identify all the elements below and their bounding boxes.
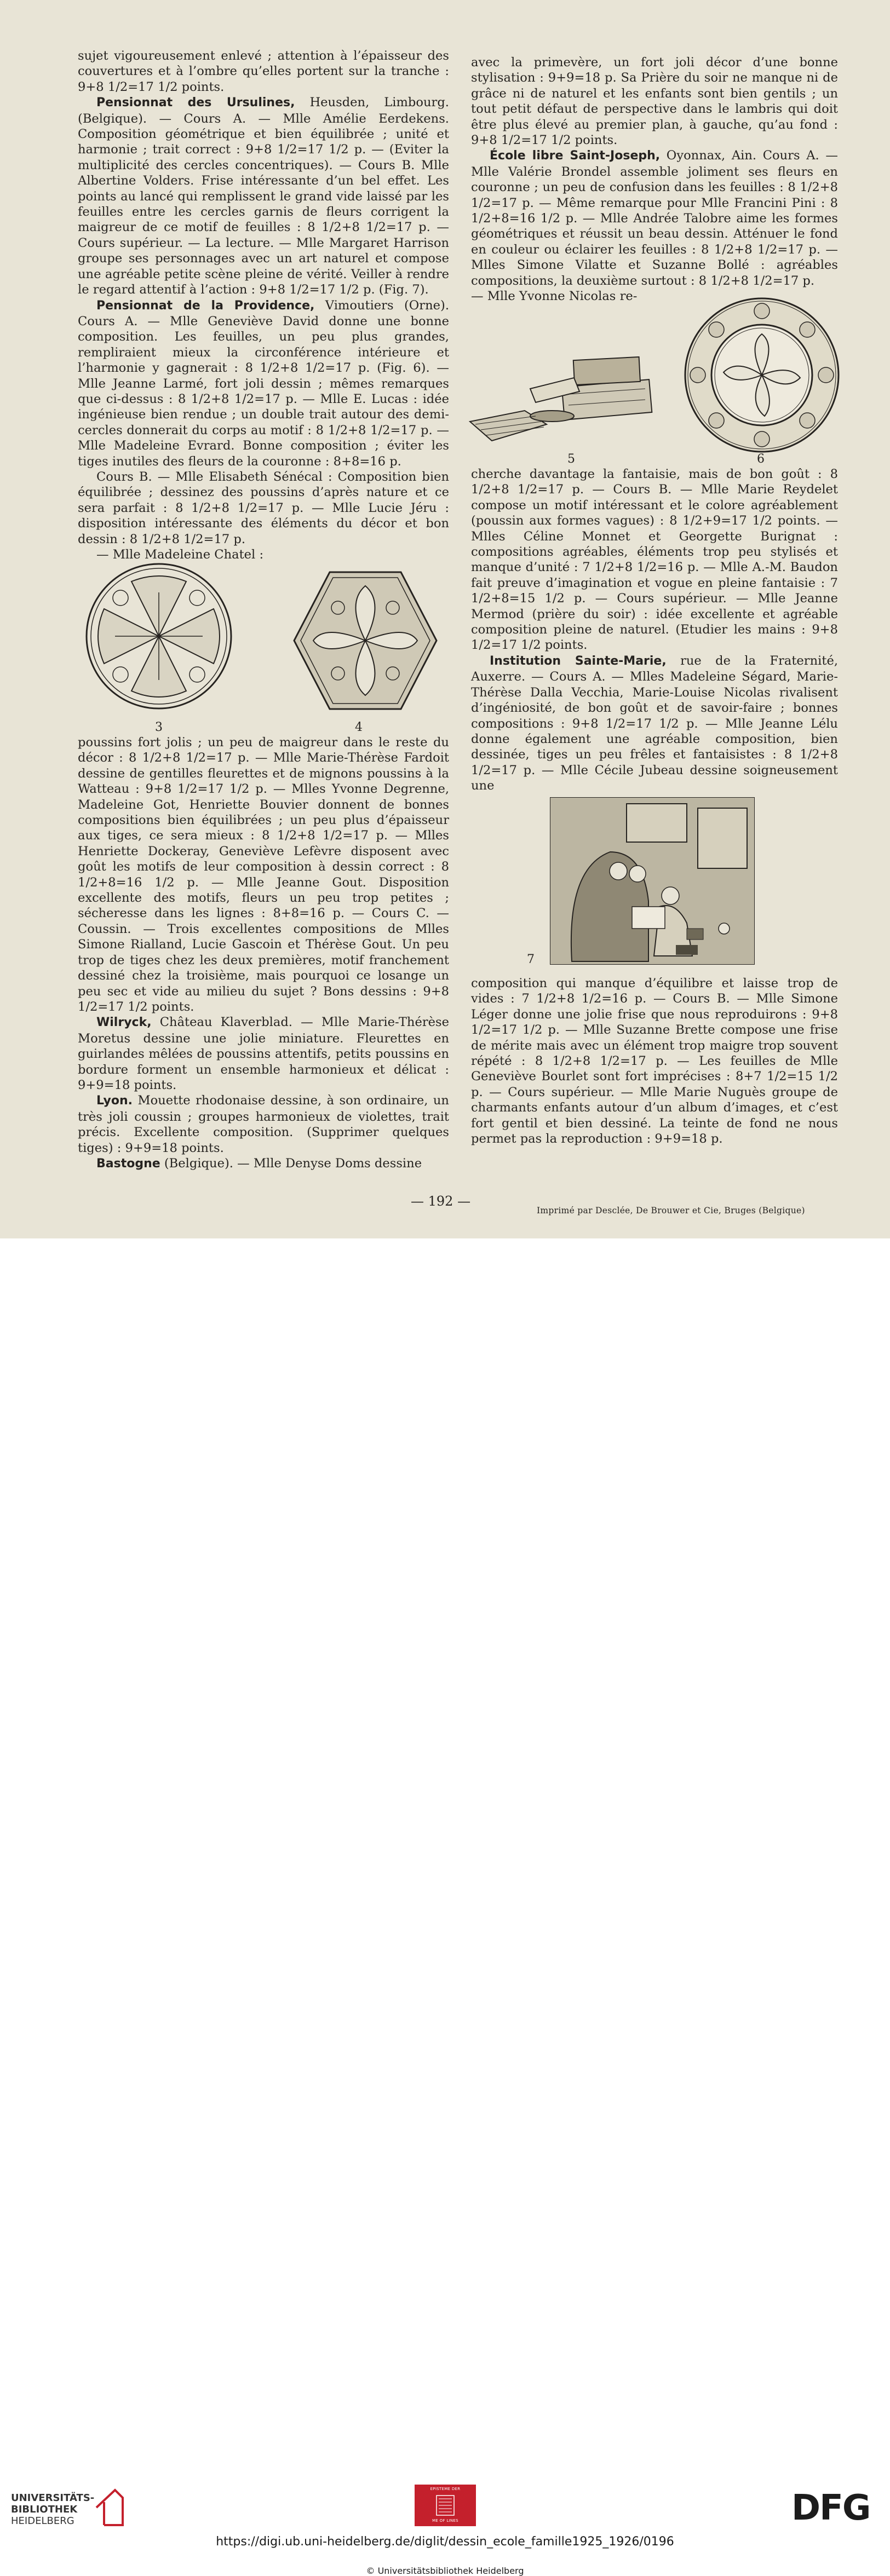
institution-name: École libre Saint-Joseph, (490, 149, 661, 163)
left-column (78, 48, 449, 562)
paragraph (78, 48, 449, 95)
figure-7-caption: 7 (527, 953, 535, 966)
episteme-logo-top: EPISTEME DER (430, 2487, 461, 2491)
right-text-top (471, 55, 838, 304)
institution-name: Bastogne (96, 1156, 160, 1171)
library-name-line3: HEIDELBERG (11, 2515, 74, 2527)
paragraph-text: Vimoutiers (Orne). Cours A. — Mlle Geneviève David donne une bonne composition. Les feuilles, un peu plus grandes, rempliraient mieux la circonférence intérieure et l’harmonie y gagnerait : 8 1/2+8 1/2=17 p. (Fig. 6). — Mlle Jeanne Larmé, fort joli dessin ; mêmes remarques que ci-dessus : 8 1/2+8 1/2=17 p. — Mlle E. Lucas : idée ingénieuse bien rendue ; un double trait autour des demi-cercles donnerait du corps au motif : 8 1/2+8 1/2=17 p. — Mlle Madeleine Evrard. Bonne composition ; éviter les tiges inutiles des fleurs de la couronne : 8+8=16 p. (78, 298, 450, 469)
paragraph (471, 976, 838, 1146)
figure-4-caption: 4 (355, 721, 363, 734)
figure-4-hexagon (291, 569, 439, 712)
episteme-logo[interactable] (415, 2485, 476, 2526)
paragraph (78, 1093, 449, 1156)
library-name-line1: UNIVERSITÄTS- (11, 2492, 95, 2504)
copyright-notice: © Universitätsbibliothek Heidelberg (366, 2566, 524, 2576)
institution-name: Pensionnat des Ursulines, (96, 96, 295, 110)
permalink-url[interactable]: https://digi.ub.uni-heidelberg.de/diglit/dessin_ecole_famille1925_1926/0196 (216, 2535, 674, 2549)
paragraph (78, 1015, 449, 1093)
episteme-logo-bottom: ME OF LINES (432, 2519, 458, 2523)
paragraph-text: cherche davantage la fantaisie, mais de bon goût : 8 1/2+8 1/2=17 p. — Cours B. — Mlle Marie Reydelet compose un motif intéressant et le colore agréablement (poussin aux formes vagues) : 8 1/2+9=17 1/2 points. — Mlles Céline Monnet et Georgette Burignat : compositions agréables, éléments trop peu stylisés et manque d’unité : 7 1/2+8 1/2=16 p. — Mlle A.-M. Baudon fait preuve d’imagination et vogue en pleine fantaisie : 7 1/2+8=15 1/2 p. — Cours supérieur. — Mlle Jeanne Mermod (prière du soir) : idée excellente et agréable composition pleine de naturel. (Etudier les mains : 9+8 1/2=17 1/2 points. (471, 467, 838, 653)
right-text-middle (471, 466, 838, 794)
paragraph (78, 735, 449, 1015)
right-column-lower (471, 976, 838, 1146)
figure-7-reading-scene (550, 797, 755, 965)
paragraph (78, 1156, 449, 1172)
paragraph (78, 469, 449, 547)
printer-credit: Imprimé par Desclée, De Brouwer et Cie, Bruges (Belgique) (537, 1206, 805, 1215)
viewer-footer (0, 1238, 890, 2576)
paragraph (471, 148, 838, 289)
paragraph-text: avec la primevère, un fort joli décor d’une bonne stylisation : 9+9=18 p. Sa Prière du soir ne manque ni de grâce ni de naturel et les enfants sont bien gentils ; un tout petit défaut de perspective dans le lambris qui doit être plus élevé au premier plan, à gauche, qu’au fond : 9+8 1/2=17 1/2 points. (471, 55, 838, 148)
paragraph-text: rue de la Fraternité, Auxerre. — Cours A. — Mlles Madeleine Ségard, Marie-Thérèse Dalla Vecchia, Marie-Louise Nicolas rivalisent d’ingéniosité, de bon goût et de savoir-faire ; bonnes compositions : 9+8 1/2=17 1/2 p. — Mlle Jeanne Lélu donne également une agréable composition, bien dessinée, tiges un peu frêles et fantaisistes : 8 1/2+8 1/2=17 p. — Mlle Cécile Jubeau dessine soigneusement une (471, 653, 838, 793)
paragraph-text: Château Klaverblad. — Mlle Marie-Thérèse Moretus dessine une jolie miniature. Fleurettes en guirlandes mêlées de poussins attentifs, petits poussins en bordure forment un ensemble harmonieux et délicat : 9+9=18 points. (78, 1015, 449, 1092)
paragraph-text: (Belgique). — Mlle Denyse Doms dessine (160, 1156, 422, 1171)
figure-6-caption: 6 (757, 452, 765, 466)
left-text-top (78, 48, 449, 562)
scanned-page (0, 0, 890, 1238)
right-column (471, 55, 838, 304)
paragraph-text: Cours B. — Mlle Elisabeth Sénécal : Composition bien équilibrée ; dessinez des poussins d’après nature et ce sera parfait : 8 1/2+8 1/2=17 p. — Mlle Lucie Jéru : disposition intéressante des éléments du décor et bon dessin : 8 1/2+8 1/2=17 p. (78, 469, 449, 546)
paragraph-text: Mouette rhodonaise dessine, à son ordinaire, un très joli coussin ; groupes harmonieux de violettes, trait précis. Excellente composition. (Supprimer quelques tiges) : 9+9=18 points. (78, 1093, 449, 1155)
paragraph-text: composition qui manque d’équilibre et laisse trop de vides : 7 1/2+8 1/2=16 p. — Cours B. — Mlle Simone Léger donne une jolie frise que nous reproduirons : 9+8 1/2=17 1/2 p. — Mlle Suzanne Brette compose une frise de mérite mais avec un élément trop maigre trop souvent répété : 8 1/2+8 1/2=17 p. — Les feuilles de Mlle Geneviève Bourlet sont fort imprécises : 8+7 1/2=15 1/2 p. — Cours supérieur. — Mlle Marie Nuguès groupe de charmants enfants autour d’un album d’images, et c’est fort gentil et bien dessiné. La teinte de fond ne nous permet pas la reproduction : 9+9=18 p. (471, 976, 838, 1146)
paragraph (471, 55, 838, 148)
paragraph-text: — Mlle Yvonne Nicolas re- (471, 289, 638, 304)
left-text-bottom (78, 735, 449, 1172)
dfg-logo[interactable]: DFG (791, 2488, 870, 2528)
paragraph-text: Oyonnax, Ain. Cours A. — Mlle Valérie Brondel assemble joliment ses fleurs en couronne ; un peu de confusion dans les feuilles : 8 1/2+8 1/2=17 p. — Même remarque pour Mlle Francini Pini : 8 1/2+8=16 1/2 p. — Mlle Andrée Talobre aime les formes géométriques et réussit un beau dessin. Atténuer le fond en couleur ou éclairer les feuilles : 8 1/2+8 1/2=17 p. — Mlles Simone Vilatte et Suzanne Bollé : agréables compositions, la deuxième surtout : 8 1/2+8 1/2=17 p. (471, 148, 838, 288)
figure-5-caption: 5 (567, 452, 575, 466)
figure-6-circle-flowers (682, 296, 841, 454)
paragraph (471, 653, 838, 794)
paragraph (78, 95, 449, 297)
library-name (11, 2492, 94, 2527)
paragraph (78, 298, 449, 469)
paragraph-text: Heusden, Limbourg. (Belgique). — Cours A. — Mlle Amélie Eerdekens. Composition géométrique et bien équilibrée ; unité et harmonie ; trait correct : 9+8 1/2=17 1/2 p. — (Eviter la multiplicité des cercles concentriques). — Cours B. Mlle Albertine Volders. Frise intéressante d’un bel effet. Les points au lancé qui remplissent le grand vide laissé par les feuilles entre les cercles garnis de fleurs corrigent la maigreur de ce motif de feuilles : 8 1/2+8 1/2=17 p. — Cours supérieur. — La lecture. — Mlle Margaret Harrison groupe ses personnages avec un art naturel et compose une agréable petite scène pleine de vérité. Veiller à rendre le regard attentif à l’action : 9+8 1/2=17 1/2 p. (Fig. 7). (78, 95, 449, 297)
figure-5-books-still-life (464, 329, 673, 449)
institution-name: Lyon. (96, 1094, 133, 1108)
paragraph (471, 466, 838, 653)
institution-name: Pensionnat de la Providence, (96, 298, 315, 313)
library-name-line2: BIBLIOTHEK (11, 2504, 78, 2515)
right-column-middle (471, 466, 838, 794)
institution-name: Institution Sainte-Marie, (490, 654, 667, 668)
page-number: — 192 — (411, 1194, 471, 1209)
figure-3-circle-leaves (82, 560, 236, 713)
left-column-lower (78, 735, 449, 1172)
paragraph-text: poussins fort jolis ; un peu de maigreur dans le reste du décor : 8 1/2+8 1/2=17 p. — Mlle Marie-Thérèse Fardoit dessine de gentilles fleurettes et de mignons poussins à la Watteau : 9+8 1/2=17 1/2 p. — Mlles Yvonne Degrenne, Madeleine Got, Henriette Bouvier donnent de bonnes compositions bien équilibrées ; un peu plus d’épaisseur aux tiges, ce sera mieux : 8 1/2+8 1/2=17 p. — Mlles Henriette Dockeray, Geneviève Lefèvre disposent avec goût les motifs de leur composition à dessin correct : 8 1/2+8=16 1/2 p. — Mlle Jeanne Gout. Disposition excellente des motifs, fleurs un peu trop petites ; sécheresse dans les lignes : 8+8=16 p. — Cours C. — Coussin. — Trois excellentes compositions de Mlles Simone Rialland, Lucie Gascoin et Thérèse Gout. Un peu trop de tiges chez les deux premières, motif franchement dessiné chez la troisième, mais pourquoi ce losange un peu sec et vide au milieu du sujet ? Bons dessins : 9+8 1/2=17 1/2 points. (78, 735, 449, 1014)
figure-3-caption: 3 (155, 721, 163, 734)
right-text-bottom (471, 976, 838, 1146)
institution-name: Wilryck, (96, 1016, 152, 1030)
paragraph-text: — Mlle Madeleine Chatel : (96, 548, 264, 562)
paragraph-text: sujet vigoureusement enlevé ; attention à l’épaisseur des couvertures et à l’ombre qu’elles portent sur la tranche : 9+8 1/2=17 1/2 points. (78, 49, 449, 94)
